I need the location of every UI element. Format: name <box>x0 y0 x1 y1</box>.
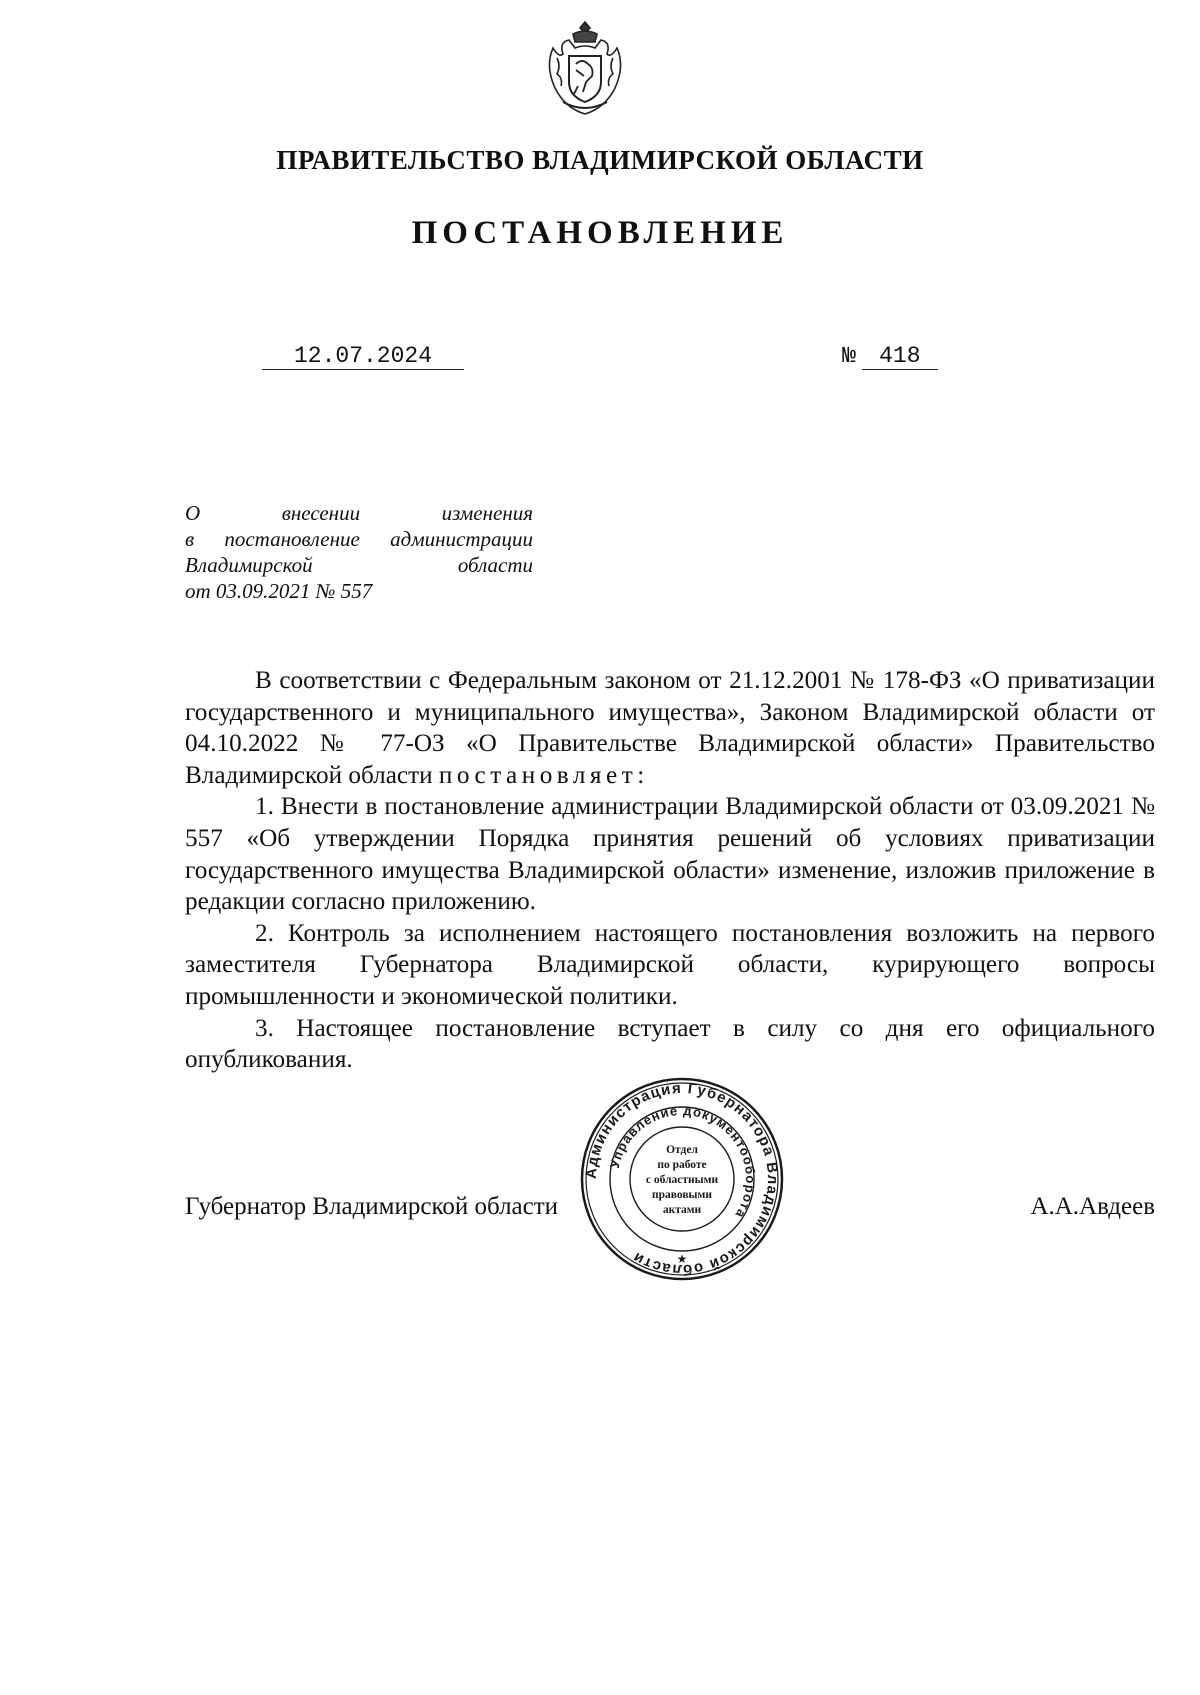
document-body <box>185 665 1155 1076</box>
stamp-inner-text: Управление документооборота <box>606 1102 759 1222</box>
stamp-center-line: с областными <box>645 1174 719 1186</box>
preamble-text: В соответствии с Федеральным законом от 21.12.2001 № 178-ФЗ «О приватизации государственного и муниципального имущества», Законом Владимирской области от 04.10.2022 № 77-ОЗ «О Правительстве Владимирской области» Правительство Владимирской области <box>185 667 1155 789</box>
signatory-name: А.А.Авдеев <box>1030 1193 1155 1220</box>
subject-line: О внесении изменения <box>185 501 533 525</box>
stamp-center-line: по работе <box>657 1159 707 1171</box>
coat-of-arms-icon <box>543 18 627 118</box>
document-subject <box>185 500 533 604</box>
official-stamp <box>578 1075 786 1283</box>
stamp-outer-text: Администрация Губернатора Владимирской области <box>582 1079 782 1279</box>
number-value: 418 <box>862 343 938 370</box>
organization-name: ПРАВИТЕЛЬСТВО ВЛАДИМИРСКОЙ ОБЛАСТИ <box>276 145 924 175</box>
subject-line: Владимирской области <box>185 553 533 577</box>
body-item-2: 2. Контроль за исполнением настоящего постановления возложить на первого заместителя Губернатора Владимирской области, курирующего вопросы промышленности и экономической политики. <box>185 919 1155 1010</box>
stamp-center-line: Отдел <box>666 1144 698 1156</box>
stamp-center-line: актами <box>662 1204 702 1216</box>
signatory-position: Губернатор Владимирской области <box>185 1193 559 1220</box>
body-item-1: 1. Внести в постановление администрации Владимирской области от 03.09.2021 № 557 «Об утверждении Порядка принятия решений об условиях приватизации государственного имущества Владимирской области» изменение, изложив приложение в редакции согласно приложению. <box>185 793 1155 916</box>
document-date: 12.07.2024 <box>262 343 464 370</box>
stamp-center-line: правовыми <box>651 1189 713 1201</box>
subject-line: в постановление администрации <box>185 527 533 551</box>
stamp-star-icon: ★ <box>676 1252 688 1266</box>
document-type-title: ПОСТАНОВЛЕНИЕ <box>411 215 789 251</box>
decree-word: постановляет: <box>438 761 649 789</box>
subject-line: от 03.09.2021 № 557 <box>185 579 373 603</box>
number-sign: № <box>842 343 856 369</box>
body-item-3: 3. Настоящее постановление вступает в силу со дня его официального опубликования. <box>185 1014 1155 1074</box>
document-number <box>842 343 967 370</box>
preamble-paragraph <box>185 665 1155 791</box>
